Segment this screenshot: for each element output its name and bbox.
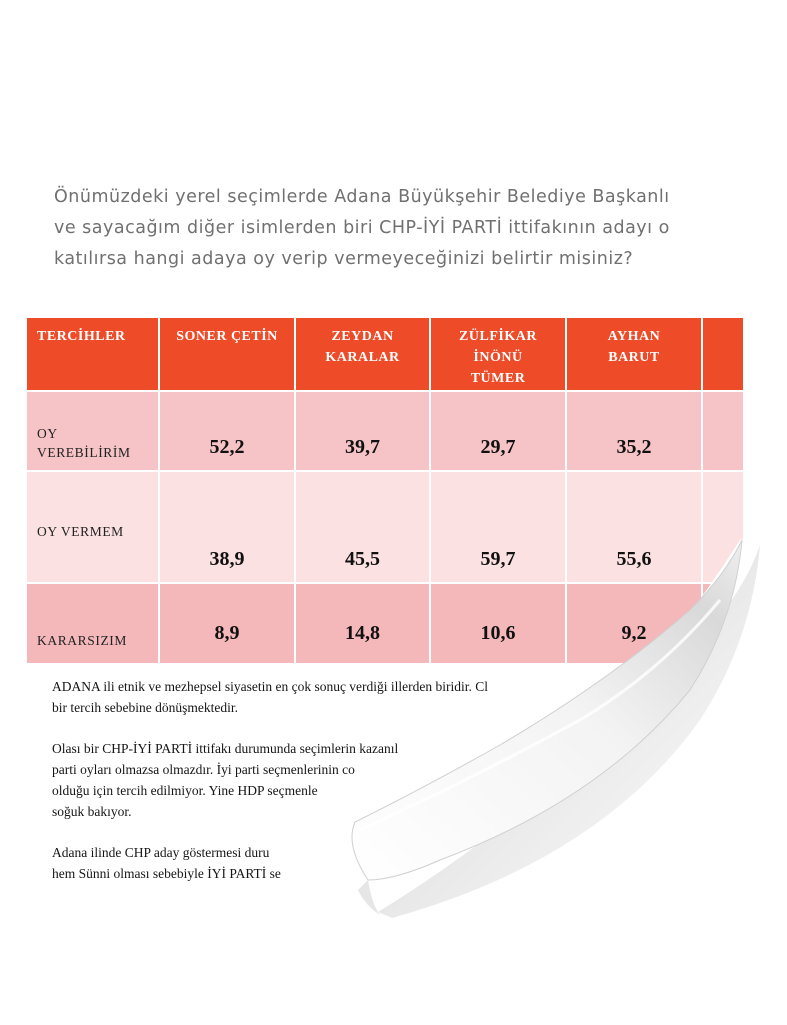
- paragraph-line: Adana ilinde CHP aday göstermesi duru: [52, 845, 270, 860]
- paragraph-line: parti oyları olmazsa olmazdır. İyi parti seçmenlerinin co: [52, 762, 355, 777]
- candidate-surname: BARUT: [608, 350, 660, 365]
- candidate-surname: TÜMER: [470, 371, 526, 386]
- paragraph-line: bir tercih sebebine dönüşmektedir.: [52, 700, 238, 715]
- table-cell: 35,2: [567, 392, 703, 470]
- candidate-name: SONER ÇETİN: [176, 329, 278, 344]
- row-label-line: VEREBİLİRİM: [37, 445, 131, 460]
- question-line: Önümüzdeki yerel seçimlerde Adana Büyükşehir Belediye Başkanlı: [54, 187, 670, 207]
- question-line: ve sayacağım diğer isimlerden biri CHP-İYİ PARTİ ittifakının adayı o: [54, 218, 670, 238]
- candidate-surname: KARALAR: [325, 350, 400, 365]
- table-cell: 52,2: [160, 392, 296, 470]
- row-label-line: OY VERMEM: [37, 524, 124, 539]
- candidate-name: ZÜLFİKAR: [459, 329, 537, 344]
- candidate-middle-name: İNÖNÜ: [473, 350, 523, 365]
- question-line: katılırsa hangi adaya oy verip vermeyeceğinizi belirtir misiniz?: [54, 249, 634, 269]
- table-cell: 29,7: [431, 392, 567, 470]
- candidate-name: ZEYDAN: [331, 329, 394, 344]
- table-cell: 45,5: [296, 472, 431, 582]
- table-cell: 10,6: [431, 584, 567, 663]
- row-label-line: KARARSIZIM: [37, 633, 128, 648]
- table-cell: 55,6: [567, 472, 703, 582]
- table-cell: 39,7: [296, 392, 431, 470]
- paragraph-line: hem Sünni olması sebebiyle İYİ PARTİ se: [52, 866, 281, 881]
- table-cell: 14,8: [296, 584, 431, 663]
- table-cell: 59,7: [431, 472, 567, 582]
- paragraph-line: soğuk bakıyor.: [52, 804, 132, 819]
- table-cell: 9,2: [567, 584, 703, 663]
- table-cell: 8,9: [160, 584, 296, 663]
- header-label: TERCİHLER: [37, 329, 126, 344]
- paragraph-line: olduğu için tercih edilmiyor. Yine HDP seçmenle: [52, 783, 318, 798]
- paragraph-line: ADANA ili etnik ve mezhepsel siyasetin en çok sonuç verdiği illerden biridir. Cl: [52, 679, 489, 694]
- paragraph-line: Olası bir CHP-İYİ PARTİ ittifakı durumunda seçimlerin kazanıl: [52, 741, 399, 756]
- candidate-name: AYHAN: [607, 329, 661, 344]
- row-label-line: OY: [37, 426, 58, 441]
- table-cell: 38,9: [160, 472, 296, 582]
